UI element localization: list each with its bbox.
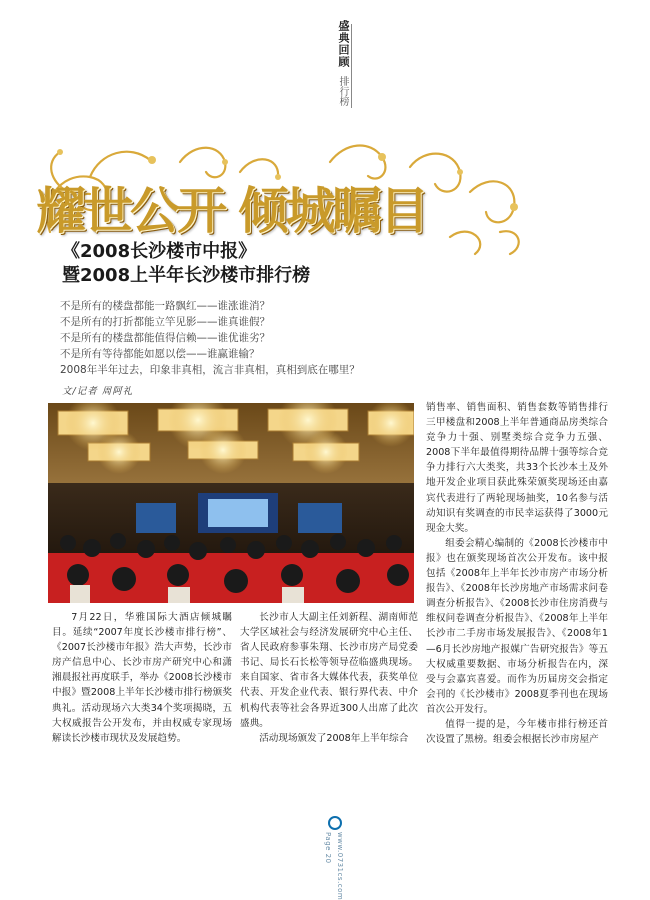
paragraph: 7月22日，华雅国际大酒店倾城瞩目。延续“2007年度长沙楼市排行榜”、《2007长沙楼市年报》浩大声势，长沙市房产信息中心、长沙市房产研究中心和潇湘晨报社再度联手，举办《2008长沙楼市中报》暨2008上半年长沙楼市排行榜颁奖典礼。活动现场六大类34个奖项揭晓，五大权威报告公开发布，并由权威专家现场解读长沙楼市现状及发展趋势。 xyxy=(52,612,232,744)
event-photo xyxy=(48,403,414,603)
paragraph: 销售率、销售面积、销售套数等销售排行三甲楼盘和2008上半年普通商品房类综合竞争力十强、别墅类综合竞争力五强、2008下半年最值得期待品牌十强等综合竞争力排行六大类奖，共33个长沙本土及外地开发企业项目获此殊荣颁奖现场还由嘉宾代表进行了两轮现场抽奖，10名参与活动知识有奖调查的市民幸运获得了3000元现金大奖。 xyxy=(426,402,608,534)
intro-line: 不是所有的楼盘都能值得信赖——谁优谁劣？ xyxy=(60,332,270,344)
intro-line: 不是所有等待都能如愿以偿——谁赢谁输？ xyxy=(60,348,260,360)
body-column-3 xyxy=(426,400,608,747)
page-number: Page 20 xyxy=(324,832,332,864)
section-title: 盛典回顾 xyxy=(337,20,350,68)
intro-line: 不是所有的打折都能立竿见影——谁真谁假？ xyxy=(60,316,270,328)
footer-url: www.0731cs.com xyxy=(336,832,344,900)
section-tag xyxy=(335,20,357,106)
paragraph: 值得一提的是，今年楼市排行榜还首次设置了黑榜。组委会根据长沙市房屋产 xyxy=(426,718,608,746)
byline: 文/记者 周阿礼 xyxy=(62,386,134,397)
paragraph: 活动现场颁发了2008年上半年综合 xyxy=(259,732,409,744)
intro-line: 不是所有的楼盘都能一路飘红——谁涨谁消？ xyxy=(60,300,270,312)
intro-line: 2008年半年过去，印象非真相，流言非真相，真相到底在哪里？ xyxy=(60,364,360,376)
subtitle-line-2: 暨2008上半年长沙楼市排行榜 xyxy=(62,265,311,286)
headline: 耀世公开 倾城瞩目 xyxy=(36,181,427,240)
intro-block xyxy=(60,298,420,378)
section-subtitle: 排行榜 xyxy=(337,76,348,106)
subtitle-line-1: 《2008长沙楼市中报》 xyxy=(62,241,257,262)
body-column-2 xyxy=(240,610,418,746)
body-column-1 xyxy=(52,610,232,746)
magazine-logo-icon xyxy=(328,816,342,830)
paragraph: 组委会精心编制的《2008长沙楼市中报》也在颁奖现场首次公开发布。该中报包括《2008年上半年长沙市房产市场分析报告》、《2008年长沙房地产市场需求问卷调查分析报告》、《2008长沙市住房消费与维权问卷调查分析报告》、《2008年上半年长沙市二手房市场发展报告》、《2008年1—6月长沙房地产报媒广告研究报告》等五大权威重要数据、市场分析报告在内，深受与会嘉宾喜爱。而作为历届房交会指定会刊的《长沙楼市》2008夏季刊也在现场首次公开发行。 xyxy=(426,537,608,715)
section-divider xyxy=(351,24,352,108)
paragraph: 长沙市人大副主任刘新程、湖南师范大学区域社会与经济发展研究中心主任、省人民政府参事朱翔、长沙市房产局党委书记、局长石长松等领导莅临盛典现场。来自国家、省市各大媒体代表，获奖单位代表、开发企业代表、银行界代表、中介机构代表等社会各界近300人出席了此次盛典。 xyxy=(240,612,418,729)
